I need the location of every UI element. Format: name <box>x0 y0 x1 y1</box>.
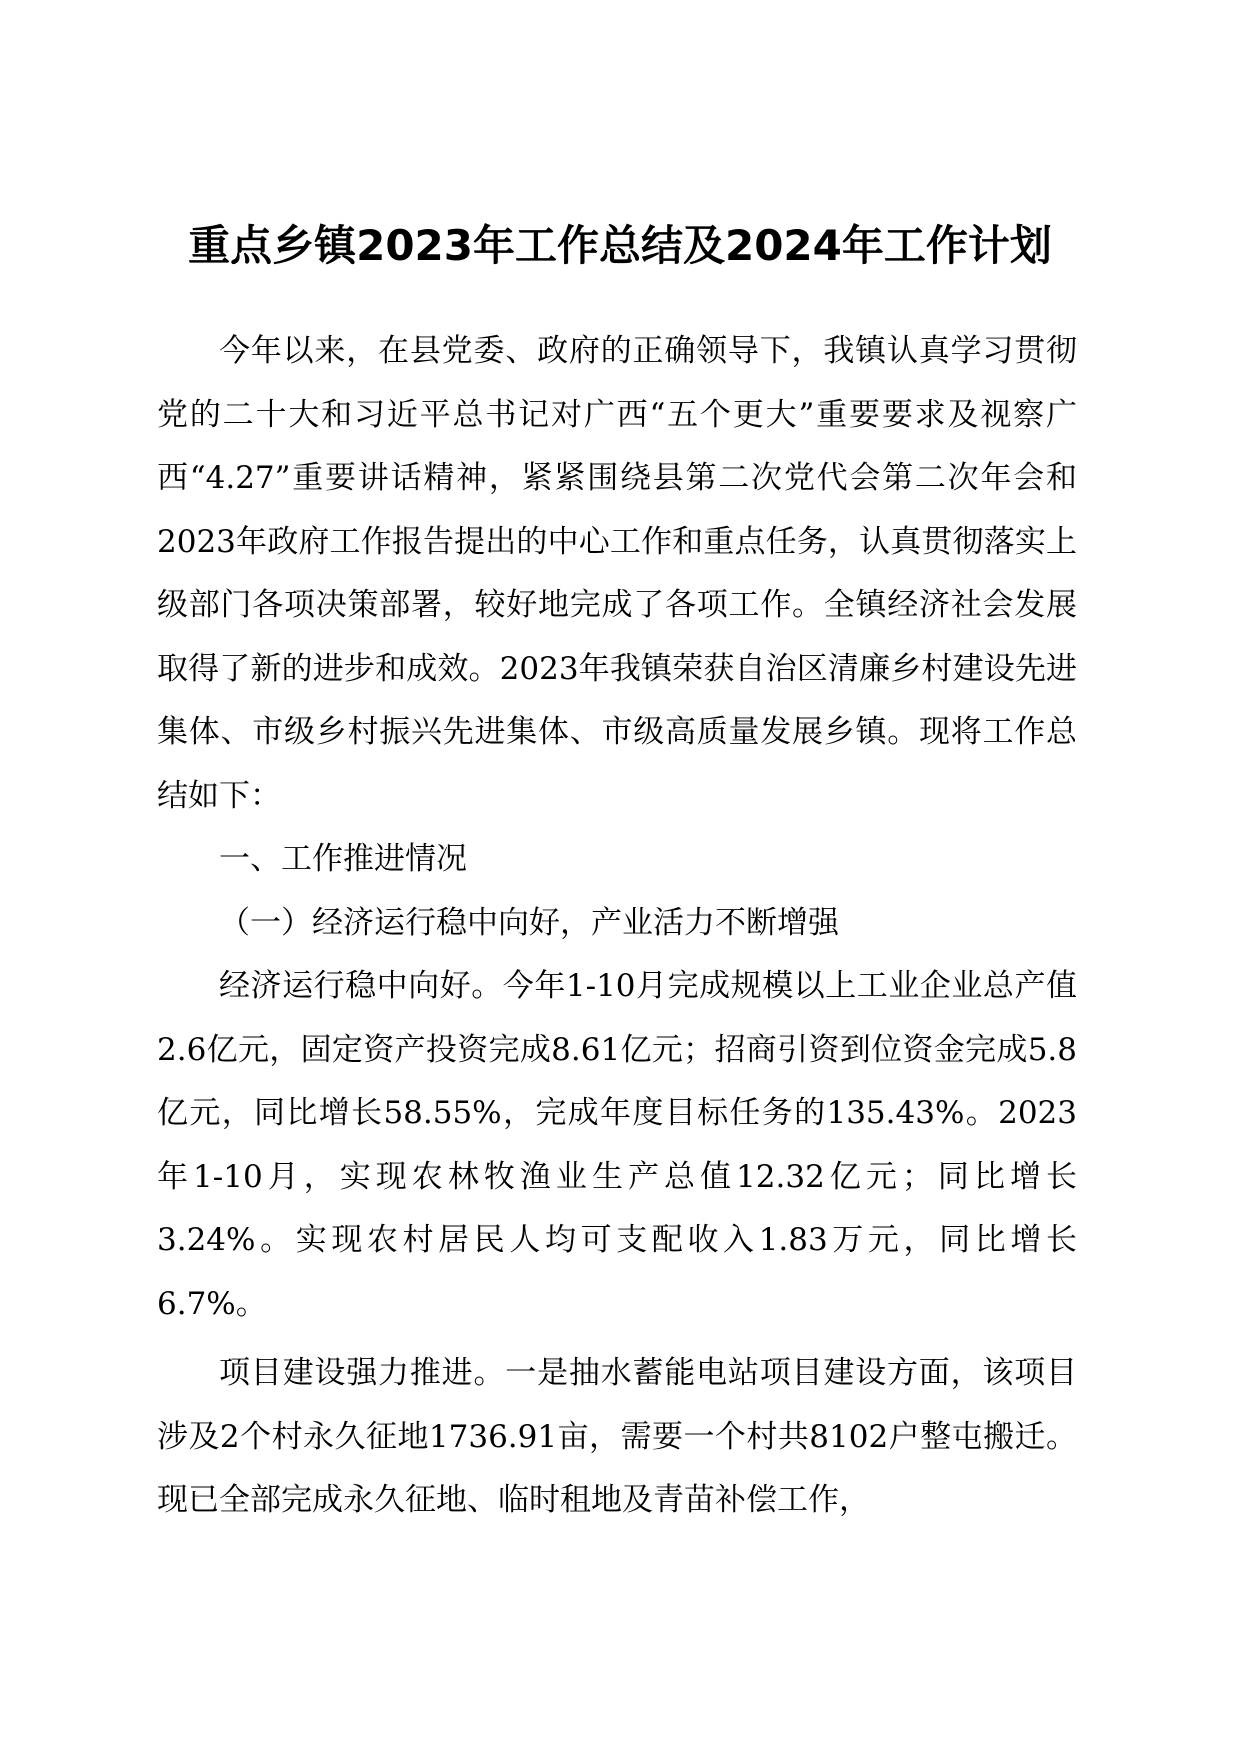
paragraph-intro: 今年以来，在县党委、政府的正确领导下，我镇认真学习贯彻党的二十大和习近平总书记对广西“五个更大”重要要求及视察广西“4.27”重要讲话精神，紧紧围绕县第二次党代会第二次年会和2023年政府工作报告提出的中心工作和重点任务，认真贯彻落实上级部门各项决策部署，较好地完成了各项工作。全镇经济社会发展取得了新的进步和成效。2023年我镇荣获自治区清廉乡村建设先进集体、市级乡村振兴先进集体、市级高质量发展乡镇。现将工作总结如下： <box>157 333 1077 814</box>
paragraph-economy: 经济运行稳中向好。今年1-10月完成规模以上工业企业总产值2.6亿元，固定资产投资完成8.61亿元；招商引资到位资金完成5.8亿元，同比增长58.55%，完成年度目标任务的135.43%。2023年1-10月，实现农林牧渔业生产总值12.32亿元；同比增长3.24%。实现农村居民人均可支配收入1.83万元，同比增长6.7%。 <box>157 968 1077 1322</box>
paragraph-projects: 项目建设强力推进。一是抽水蓄能电站项目建设方面，该项目涉及2个村永久征地1736.91亩，需要一个村共8102户整屯搬迁。现已全部完成永久征地、临时租地及青苗补偿工作， <box>157 1355 1077 1518</box>
document-title: 重点乡镇2023年工作总结及2024年工作计划 <box>188 221 1052 270</box>
document-body <box>157 320 1077 1533</box>
subsection-heading-1: （一）经济运行稳中向好，产业活力不断增强 <box>219 904 839 941</box>
section-heading-1: 一、工作推进情况 <box>219 841 467 877</box>
